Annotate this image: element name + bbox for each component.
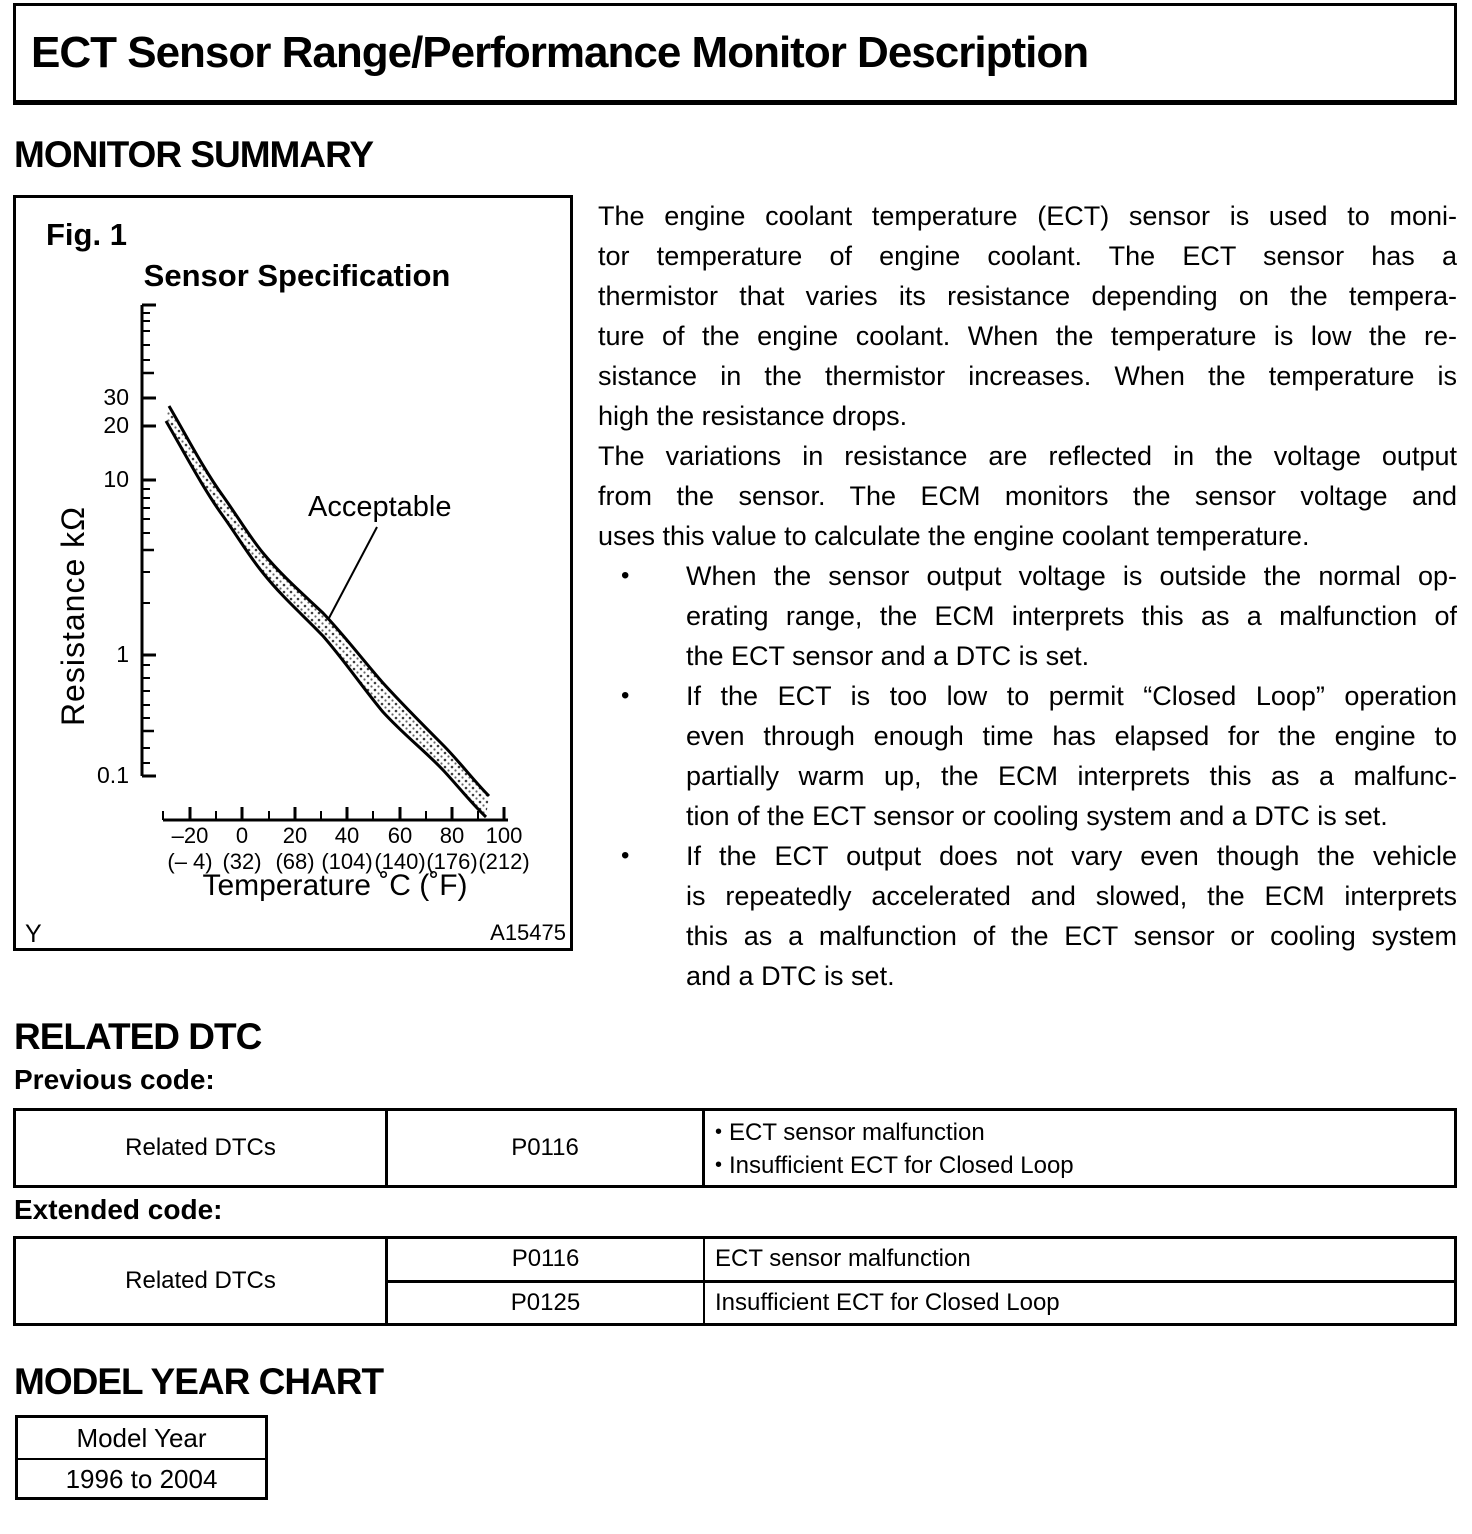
previous-code-table	[13, 1108, 1457, 1188]
x-tick-label-c: 80	[439, 823, 465, 848]
model-year-table	[15, 1415, 268, 1500]
dtc-code-cell: P0125	[388, 1283, 705, 1324]
figure-1-box	[13, 195, 573, 951]
paragraph-line: ture of the engine coolant. When the temperature is low the re-	[598, 321, 1457, 351]
figure-label: Fig. 1	[46, 217, 127, 252]
x-tick-label-f: (212)	[478, 849, 530, 874]
extended-code-label: Extended code:	[14, 1194, 223, 1225]
paragraph-line: thermistor that varies its resistance depending on the tempera-	[598, 281, 1457, 311]
bullet-line: If the ECT output does not vary even though the vehicle	[686, 841, 1457, 871]
x-tick-label-f: (140)	[374, 849, 426, 874]
x-tick-label-f: (68)	[275, 849, 315, 874]
document-title: ECT Sensor Range/Performance Monitor Description	[31, 28, 1089, 77]
chart-title: Sensor Specification	[143, 258, 451, 293]
sensor-specification-chart	[16, 198, 570, 948]
bullet-item	[598, 836, 1457, 996]
dtc-description-cell	[705, 1111, 1454, 1185]
table-row-label: Related DTCs	[16, 1111, 388, 1185]
dtc-description-cell: ECT sensor malfunction	[715, 1245, 971, 1273]
x-tick-label-c: –20	[171, 823, 209, 848]
paragraph-line: high the resistance drops.	[598, 401, 908, 431]
bullet-line: is repeatedly accelerated and slowed, the ECM interprets	[686, 881, 1457, 911]
table-row	[388, 1280, 1454, 1324]
table-row	[388, 1239, 1454, 1280]
bullet-item	[598, 676, 1457, 836]
x-tick-label-f: (176)	[426, 849, 478, 874]
bullet-line: partially warm up, the ECM interprets this as a malfunc-	[686, 761, 1457, 791]
bullet-line: tion of the ECT sensor or cooling system and a DTC is set.	[686, 801, 1388, 831]
x-tick-label-f: (– 4)	[167, 849, 213, 874]
dtc-description-cell: Insufficient ECT for Closed Loop	[715, 1288, 1060, 1316]
bullet-line: even through enough time has elapsed for the engine to	[686, 721, 1457, 751]
bullet-icon: •	[715, 1154, 723, 1176]
acceptable-band-upper-curve	[169, 406, 489, 796]
document-title-box	[13, 3, 1457, 105]
dtc-description-item	[715, 1149, 1454, 1182]
y-tick-label: 10	[103, 466, 129, 492]
x-tick-label-c: 0	[235, 823, 249, 848]
bullet-icon: •	[715, 1121, 723, 1143]
y-tick-label: 20	[103, 412, 129, 438]
dtc-description-text: ECT sensor malfunction	[729, 1119, 985, 1146]
x-axis-label: Temperature ˚C (˚F)	[202, 869, 468, 902]
heading-model-year-chart: MODEL YEAR CHART	[14, 1361, 384, 1402]
x-tick-label-c: 20	[282, 823, 308, 848]
acceptable-pointer-line	[329, 527, 377, 618]
acceptable-band-fill	[166, 406, 489, 817]
bullet-line: the ECT sensor and a DTC is set.	[686, 641, 1090, 671]
x-tick-label-c: 60	[387, 823, 413, 848]
figure-corner-mark: Y	[25, 920, 42, 948]
extended-code-rows	[388, 1239, 1454, 1323]
bullet-line: When the sensor output voltage is outside the normal op-	[686, 561, 1457, 591]
model-year-value: 1996 to 2004	[65, 1463, 218, 1494]
y-tick-label: 30	[103, 384, 129, 410]
dtc-description-item	[715, 1116, 1454, 1149]
dtc-code-cell: P0116	[388, 1239, 705, 1280]
heading-related-dtc: RELATED DTC	[14, 1016, 262, 1057]
dtc-description-text: Insufficient ECT for Closed Loop	[729, 1152, 1074, 1179]
bullet-line: this as a malfunction of the ECT sensor or cooling system	[686, 921, 1457, 951]
dtc-code-cell: P0116	[388, 1111, 705, 1185]
y-tick-label: 1	[116, 641, 129, 667]
figure-code: A15475	[490, 920, 566, 945]
paragraph-line: The variations in resistance are reflected in the voltage output	[598, 441, 1457, 471]
x-tick-label-c: 40	[334, 823, 360, 848]
x-axis-major-ticks	[190, 807, 504, 820]
bullet-item	[598, 556, 1457, 676]
bullet-icon: •	[621, 682, 630, 709]
y-tick-label: 0.1	[97, 762, 129, 788]
y-axis-label: Resistance kΩ	[55, 505, 91, 727]
paragraph-line: from the sensor. The ECM monitors the sensor voltage and	[598, 481, 1457, 511]
bullet-line: erating range, the ECM interprets this as a malfunction of	[686, 601, 1457, 631]
extended-code-table	[13, 1236, 1457, 1326]
x-tick-label-f: (104)	[321, 849, 373, 874]
bullet-line: If the ECT is too low to permit “Closed Loop” operation	[686, 681, 1457, 711]
monitor-summary-text	[598, 196, 1457, 996]
paragraph-line: uses this value to calculate the engine coolant temperature.	[598, 521, 1310, 551]
bullet-icon: •	[621, 842, 630, 869]
model-year-header: Model Year	[18, 1418, 265, 1460]
bullet-icon: •	[621, 562, 630, 589]
table-row-label: Related DTCs	[16, 1239, 388, 1323]
paragraph-line: The engine coolant temperature (ECT) sensor is used to moni-	[598, 201, 1457, 231]
paragraph-line: tor temperature of engine coolant. The ECT sensor has a	[598, 241, 1457, 271]
x-tick-label-f: (32)	[222, 849, 262, 874]
heading-monitor-summary: MONITOR SUMMARY	[14, 134, 374, 175]
bullet-line: and a DTC is set.	[686, 961, 895, 991]
acceptable-annotation: Acceptable	[308, 491, 452, 523]
x-tick-label-c: 100	[485, 823, 523, 848]
paragraph-line: sistance in the thermistor increases. When the temperature is	[598, 361, 1457, 391]
previous-code-label: Previous code:	[14, 1064, 215, 1095]
